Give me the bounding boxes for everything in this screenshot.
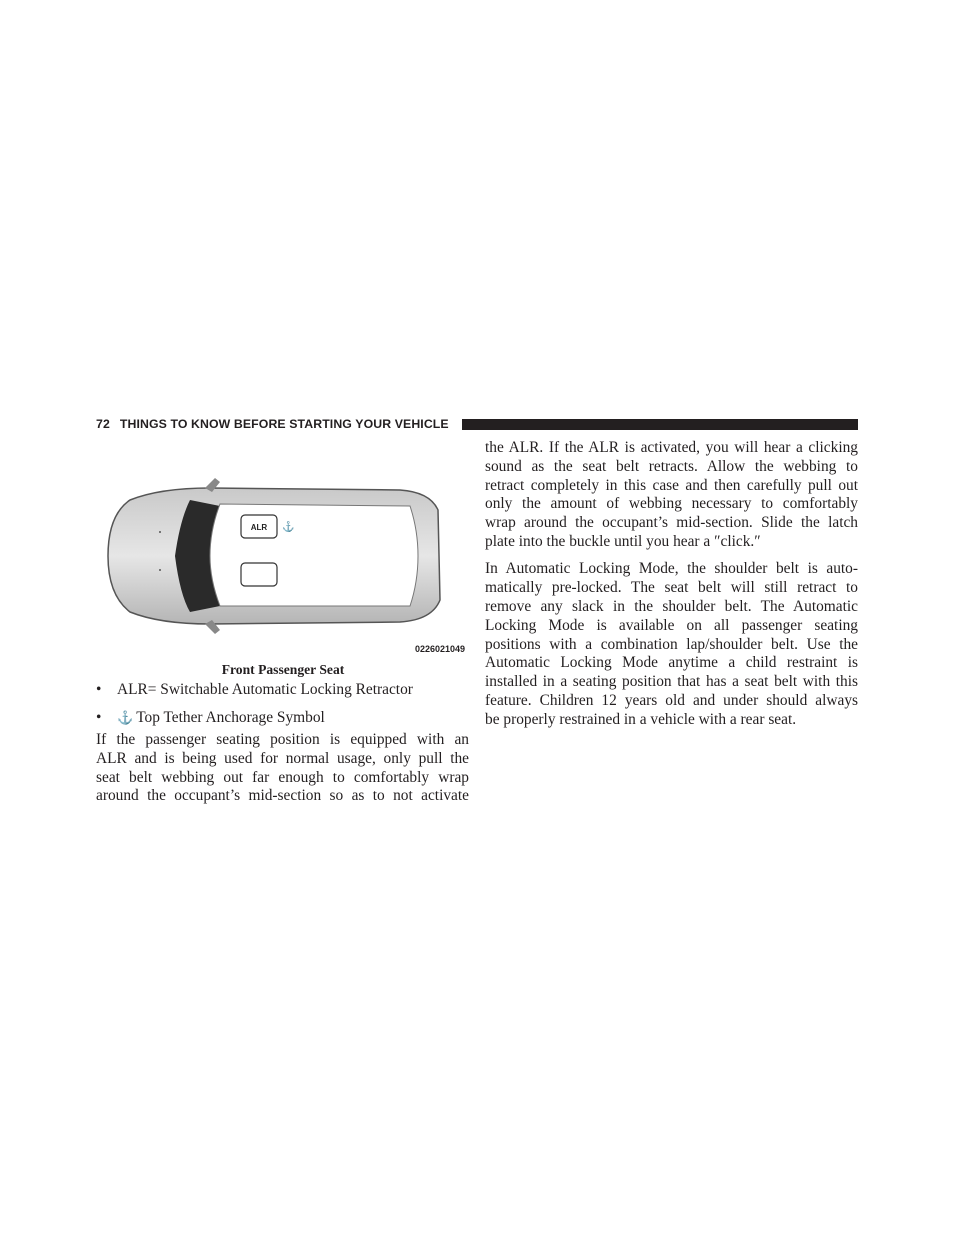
text-line: In Automatic Locking Mode, the shoulder belt is auto-	[485, 560, 858, 578]
bullet-item-alr: • ALR= Switchable Automatic Locking Retractor	[96, 681, 413, 698]
top-tether-anchorage-icon: ⚓	[117, 710, 134, 725]
text-line: sound as the seat belt retracts. Allow the webbing to	[485, 457, 858, 475]
header-rule	[462, 419, 858, 430]
text-line: plate into the buckle until you hear a ″click.″	[485, 532, 761, 550]
text-line: the ALR. If the ALR is activated, you will hear a clicking	[485, 439, 858, 456]
text-line: Locking Mode is available on all passenger seating	[485, 616, 858, 634]
text-line: only the amount of webbing necessary to comfortably	[485, 495, 858, 513]
text-line: positions with a combination lap/shoulder belt. Use the	[485, 635, 858, 653]
alr-label: ALR	[250, 523, 268, 532]
text-line: retract completely in this case and then carefully pull out	[485, 476, 858, 494]
section-title: THINGS TO KNOW BEFORE STARTING YOUR VEHICLE	[119, 417, 449, 431]
text-line: ALR and is being used for normal usage, only pull the	[96, 749, 469, 767]
text-line: feature. Children 12 years old and under should always	[485, 691, 858, 709]
right-column-text	[485, 439, 858, 738]
text-line: If the passenger seating position is equipped with an	[96, 731, 469, 748]
text-line: installed in a seating position that has a seat belt with this	[485, 673, 858, 691]
paragraph	[485, 439, 858, 552]
bullet-text: Top Tether Anchorage Symbol	[136, 709, 325, 726]
text-line: around the occupant’s mid-section so as to not activate	[96, 787, 469, 805]
bullet-text: ALR= Switchable Automatic Locking Retractor	[117, 681, 413, 698]
text-line: wrap around the occupant’s mid-section. Slide the latch	[485, 514, 858, 532]
paragraph	[96, 731, 469, 806]
figure-caption: Front Passenger Seat	[221, 662, 345, 677]
vehicle-top-view-illustration	[100, 470, 470, 660]
page-header	[96, 417, 449, 431]
left-column-paragraph	[96, 731, 469, 815]
page-number: 72	[96, 417, 110, 431]
text-line: seat belt webbing out far enough to comfortably wrap	[96, 768, 469, 786]
top-tether-anchorage-icon: ⚓	[282, 522, 295, 533]
text-line: Automatic Locking Mode anytime a child restraint is	[485, 654, 858, 672]
figure-id: 0226021049	[415, 644, 466, 654]
text-line: remove any slack in the shoulder belt. The Automatic	[485, 597, 858, 615]
bullet-item-tether: • ⚓ Top Tether Anchorage Symbol	[96, 709, 325, 726]
text-line: be properly restrained in a vehicle with a rear seat.	[485, 710, 797, 728]
text-line: matically pre-locked. The seat belt will still retract to	[485, 579, 858, 597]
paragraph	[485, 560, 858, 729]
